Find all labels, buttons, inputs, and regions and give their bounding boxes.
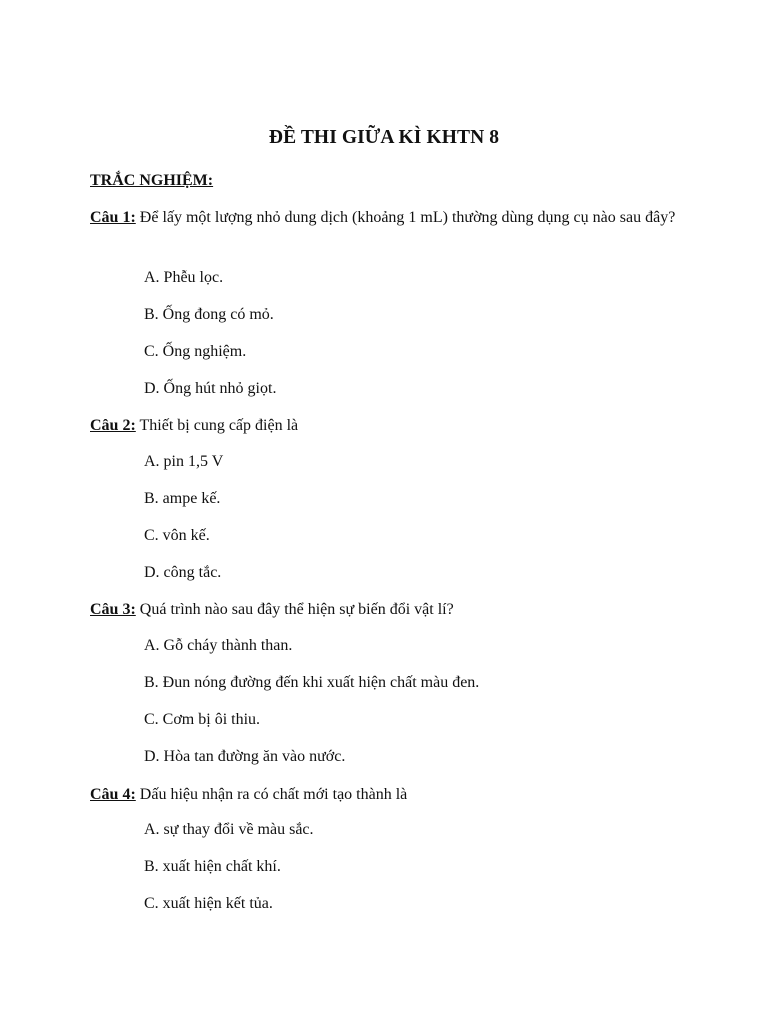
question-3-option-d: D. Hòa tan đường ăn vào nước. xyxy=(144,748,346,765)
question-4-stem xyxy=(90,783,680,807)
exam-title: ĐỀ THI GIỮA KÌ KHTN 8 xyxy=(268,127,500,148)
question-3-label: Câu 3: xyxy=(90,601,136,618)
question-3-stem xyxy=(90,598,680,622)
question-2-option-d: D. công tắc. xyxy=(144,564,222,581)
question-3-option-a: A. Gỗ cháy thành than. xyxy=(144,637,293,654)
question-1-option-b: B. Ống đong có mỏ. xyxy=(144,306,274,323)
question-3-option-b: B. Đun nóng đường đến khi xuất hiện chất màu đen. xyxy=(144,674,480,691)
question-1-label: Câu 1: xyxy=(90,209,136,226)
question-2-stem xyxy=(90,414,680,438)
question-2-option-c: C. vôn kế. xyxy=(144,527,210,544)
question-3-text: Quá trình nào sau đây thể hiện sự biến đổi vật lí? xyxy=(139,601,454,618)
question-2-text: Thiết bị cung cấp điện là xyxy=(139,417,299,434)
section-heading: TRẮC NGHIỆM: xyxy=(90,172,214,189)
question-1-text: Để lấy một lượng nhỏ dung dịch (khoảng 1 mL) thường dùng dụng cụ nào sau đây? xyxy=(139,209,676,226)
question-2-option-b: B. ampe kế. xyxy=(144,490,221,507)
question-2-option-a: A. pin 1,5 V xyxy=(144,453,224,470)
question-1-option-a: A. Phễu lọc. xyxy=(144,269,224,286)
question-4-label: Câu 4: xyxy=(90,786,136,803)
question-2-label: Câu 2: xyxy=(90,417,136,434)
question-1-stem xyxy=(90,206,680,230)
question-4-option-c: C. xuất hiện kết tủa. xyxy=(144,895,273,912)
question-4-text: Dấu hiệu nhận ra có chất mới tạo thành là xyxy=(139,786,408,803)
question-3-option-c: C. Cơm bị ôi thiu. xyxy=(144,711,261,728)
question-1-option-d: D. Ống hút nhỏ giọt. xyxy=(144,380,277,397)
question-1-option-c: C. Ống nghiệm. xyxy=(144,343,247,360)
question-4-option-a: A. sự thay đổi về màu sắc. xyxy=(144,821,314,838)
question-4-option-b: B. xuất hiện chất khí. xyxy=(144,858,281,875)
